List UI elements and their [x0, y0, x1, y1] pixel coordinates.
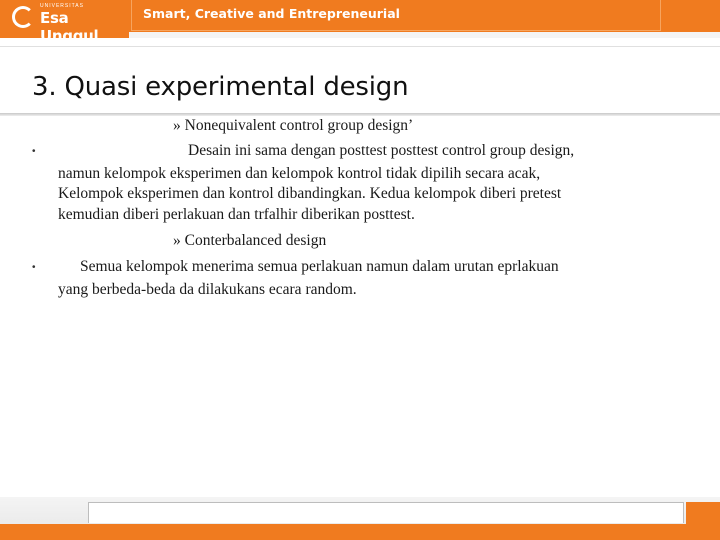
body-line: Desain ini sama dengan posttest posttest control group design, — [188, 142, 575, 159]
title-rule — [0, 113, 720, 116]
tagline-text: Smart, Creative and Entrepreneurial — [143, 6, 400, 21]
body-line: Semua kelompok menerima semua perlakuan namun dalam urutan eprlakuan — [80, 258, 559, 275]
logo-emblem-icon — [12, 6, 34, 28]
header-bar — [0, 0, 720, 45]
body-line: yang berbeda-beda da dilakukans ecara random. — [58, 281, 357, 298]
body-line: namun kelompok eksperimen dan kelompok kontrol tidak dipilih secara acak, — [58, 165, 541, 182]
bullet-2: • — [32, 262, 36, 273]
footer-card — [88, 502, 684, 523]
logo-name: Esa Unggul — [40, 9, 99, 45]
body-line: kemudian diberi perlakuan dan trfalhir diberikan posttest. — [58, 206, 415, 223]
university-logo — [0, 0, 129, 45]
tagline-banner — [129, 0, 720, 32]
bullet-1: • — [32, 146, 36, 157]
subheading-counterbalanced: » Conterbalanced design — [173, 232, 327, 249]
body-line: Kelompok eksperimen dan kontrol dibandingkan. Kedua kelompok diberi pretest — [58, 185, 562, 202]
footer-tab — [686, 502, 720, 524]
footer-band — [0, 524, 720, 540]
logo-small-text: UNIVERSITAS — [40, 3, 84, 9]
subheading-nonequivalent: » Nonequivalent control group design’ — [173, 117, 414, 134]
slide-title: 3. Quasi experimental design — [32, 72, 409, 102]
header-divider — [0, 46, 720, 47]
